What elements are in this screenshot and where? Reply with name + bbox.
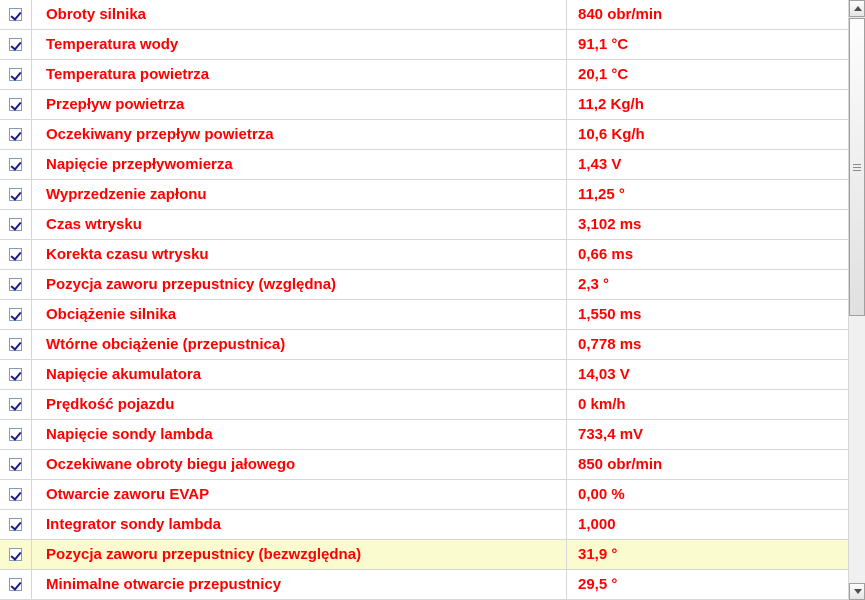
parameter-name: Napięcie akumulatora	[32, 360, 567, 390]
scroll-down-button[interactable]	[849, 583, 865, 600]
row-checkbox-cell[interactable]	[0, 570, 32, 600]
parameter-value: 840 obr/min	[578, 5, 663, 23]
parameter-name: Temperatura wody	[32, 30, 567, 60]
table-row[interactable]	[0, 210, 848, 240]
row-checkbox-cell[interactable]	[0, 0, 32, 30]
row-checkbox-cell[interactable]	[0, 540, 32, 570]
row-checkbox-cell[interactable]	[0, 480, 32, 510]
checkbox-icon[interactable]	[9, 488, 22, 501]
parameter-name: Korekta czasu wtrysku	[32, 240, 567, 270]
checkbox-icon[interactable]	[9, 38, 22, 51]
parameter-name: Napięcie sondy lambda	[32, 420, 567, 450]
checkbox-icon[interactable]	[9, 158, 22, 171]
parameter-value: 3,102 ms	[578, 215, 642, 233]
parameter-value: 1,550 ms	[578, 305, 642, 323]
parameter-value: 20,1 °C	[578, 65, 629, 83]
parameter-name: Oczekiwane obroty biegu jałowego	[32, 450, 567, 480]
parameter-value: 1,43 V	[578, 155, 622, 173]
parameter-name: Napięcie przepływomierza	[32, 150, 567, 180]
row-checkbox-cell[interactable]	[0, 90, 32, 120]
vertical-scrollbar[interactable]	[848, 0, 865, 600]
table-row[interactable]	[0, 150, 848, 180]
parameter-value: 0,66 ms	[578, 245, 634, 263]
table-row[interactable]	[0, 0, 848, 30]
checkbox-icon[interactable]	[9, 518, 22, 531]
parameter-name: Obciążenie silnika	[32, 300, 567, 330]
checkbox-icon[interactable]	[9, 578, 22, 591]
checkbox-icon[interactable]	[9, 548, 22, 561]
parameter-value: 733,4 mV	[578, 425, 644, 443]
parameter-name: Wyprzedzenie zapłonu	[32, 180, 567, 210]
checkbox-icon[interactable]	[9, 8, 22, 21]
checkbox-icon[interactable]	[9, 128, 22, 141]
row-checkbox-cell[interactable]	[0, 60, 32, 90]
parameter-value: 11,2 Kg/h	[578, 95, 644, 113]
checkbox-icon[interactable]	[9, 308, 22, 321]
checkbox-icon[interactable]	[9, 458, 22, 471]
checkbox-icon[interactable]	[9, 278, 22, 291]
parameter-value: 1,000	[578, 515, 616, 533]
parameter-name: Czas wtrysku	[32, 210, 567, 240]
row-checkbox-cell[interactable]	[0, 180, 32, 210]
table-row[interactable]	[0, 240, 848, 270]
table-row[interactable]	[0, 330, 848, 360]
parameter-name: Przepływ powietrza	[32, 90, 567, 120]
parameter-name: Wtórne obciążenie (przepustnica)	[32, 330, 567, 360]
row-checkbox-cell[interactable]	[0, 450, 32, 480]
parameter-value: 31,9 °	[578, 545, 618, 563]
chevron-down-icon	[854, 589, 862, 594]
table-row[interactable]	[0, 270, 848, 300]
parameter-value: 2,3 °	[578, 275, 610, 293]
checkbox-icon[interactable]	[9, 68, 22, 81]
parameter-value: 29,5 °	[578, 575, 618, 593]
parameter-name: Oczekiwany przepływ powietrza	[32, 120, 567, 150]
parameter-name: Pozycja zaworu przepustnicy (względna)	[32, 270, 567, 300]
parameter-value: 850 obr/min	[578, 455, 663, 473]
checkbox-icon[interactable]	[9, 368, 22, 381]
row-checkbox-cell[interactable]	[0, 390, 32, 420]
checkbox-icon[interactable]	[9, 428, 22, 441]
parameter-name: Pozycja zaworu przepustnicy (bezwzględna)	[32, 540, 567, 570]
table-row[interactable]	[0, 420, 848, 450]
table-row[interactable]	[0, 570, 848, 600]
table-row[interactable]	[0, 480, 848, 510]
scrollbar-thumb[interactable]	[849, 18, 865, 316]
parameter-name: Temperatura powietrza	[32, 60, 567, 90]
row-checkbox-cell[interactable]	[0, 120, 32, 150]
row-checkbox-cell[interactable]	[0, 510, 32, 540]
row-checkbox-cell[interactable]	[0, 360, 32, 390]
row-checkbox-cell[interactable]	[0, 300, 32, 330]
checkbox-icon[interactable]	[9, 218, 22, 231]
checkbox-icon[interactable]	[9, 248, 22, 261]
parameter-name: Obroty silnika	[32, 0, 567, 30]
scroll-up-button[interactable]	[849, 0, 865, 17]
checkbox-icon[interactable]	[9, 398, 22, 411]
table-row[interactable]	[0, 450, 848, 480]
table-row[interactable]	[0, 180, 848, 210]
table-row[interactable]	[0, 390, 848, 420]
scrollbar-grip-icon	[853, 164, 861, 171]
checkbox-icon[interactable]	[9, 338, 22, 351]
row-checkbox-cell[interactable]	[0, 210, 32, 240]
row-checkbox-cell[interactable]	[0, 270, 32, 300]
row-checkbox-cell[interactable]	[0, 420, 32, 450]
row-checkbox-cell[interactable]	[0, 330, 32, 360]
parameter-name: Prędkość pojazdu	[32, 390, 567, 420]
parameter-value: 11,25 °	[578, 185, 625, 203]
row-checkbox-cell[interactable]	[0, 30, 32, 60]
checkbox-icon[interactable]	[9, 98, 22, 111]
table-row[interactable]	[0, 300, 848, 330]
parameter-value: 0,00 %	[578, 485, 625, 503]
table-row[interactable]	[0, 30, 848, 60]
table-row[interactable]	[0, 360, 848, 390]
parameter-value: 10,6 Kg/h	[578, 125, 645, 143]
parameter-value: 0 km/h	[578, 395, 626, 413]
table-row[interactable]	[0, 90, 848, 120]
table-row[interactable]	[0, 120, 848, 150]
parameter-value: 14,03 V	[578, 365, 630, 383]
chevron-up-icon	[854, 6, 862, 11]
parameter-name: Minimalne otwarcie przepustnicy	[32, 570, 567, 600]
table-row[interactable]	[0, 60, 848, 90]
table-row[interactable]	[0, 510, 848, 540]
parameter-name: Otwarcie zaworu EVAP	[32, 480, 567, 510]
row-checkbox-cell[interactable]	[0, 150, 32, 180]
row-checkbox-cell[interactable]	[0, 240, 32, 270]
parameter-value: 0,778 ms	[578, 335, 642, 353]
parameter-name: Integrator sondy lambda	[32, 510, 567, 540]
table-row[interactable]	[0, 540, 848, 570]
checkbox-icon[interactable]	[9, 188, 22, 201]
parameter-value: 91,1 °C	[578, 35, 629, 53]
